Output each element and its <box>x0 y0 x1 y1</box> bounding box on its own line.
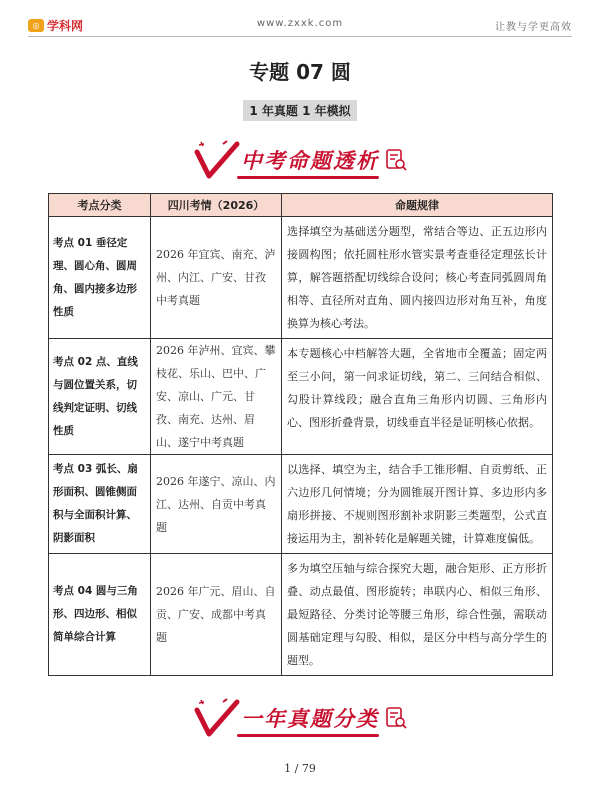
cell-rule: 选择填空为基础送分题型，常结合等边、正五边形内接圆构图；依托圆柱形水管实景考查垂径定理弦长计算，解答题搭配切线综合设问；核心考查同弧圆周角相等、直径所对直角、圆内接四边形对角互补，角度换算为核心考法。 <box>282 217 553 339</box>
table-row <box>49 217 553 339</box>
cell-category: 考点 01 垂径定理、圆心角、圆周角、圆内接多边形性质 <box>49 217 151 339</box>
page-header <box>28 14 572 37</box>
document-search-icon <box>385 148 407 172</box>
document-search-icon <box>385 706 407 730</box>
section-banner-top <box>0 138 600 182</box>
banner-title: 中考命题透析 <box>241 149 379 173</box>
logo-text: 学科网 <box>47 19 84 33</box>
subtitle-wrap <box>0 100 600 121</box>
column-header-category: 考点分类 <box>49 194 151 217</box>
table-header-row <box>49 194 553 217</box>
cell-rule: 多为填空压轴与综合探究大题，融合矩形、正方形折叠、动点最值、图形旋转；串联内心、相似三角形、最短路径、分类讨论等腰三角形，综合性强，需联动圆基础定理与勾股、相似，是区分中档与高分学生的题型。 <box>282 554 553 676</box>
logo-icon: ◎ <box>28 19 44 32</box>
checkmark-pen-icon <box>193 696 243 740</box>
cell-rule: 以选择、填空为主，结合手工锥形帽、自贡剪纸、正六边形几何情境；分为圆锥展开图计算、多边形内多扇形拼接、不规则图形割补求阴影三类题型，公式直接运用为主，割补转化是解题关键，计算难度偏低。 <box>282 455 553 554</box>
cell-situation: 2026 年广元、眉山、自贡、广安、成都中考真题 <box>151 554 282 676</box>
cell-situation: 2026 年遂宁、凉山、内江、达州、自贡中考真题 <box>151 455 282 554</box>
column-header-situation: 四川考情（2026） <box>151 194 282 217</box>
cell-category: 考点 04 圆与三角形、四边形、相似简单综合计算 <box>49 554 151 676</box>
banner-title: 一年真题分类 <box>241 707 379 731</box>
checkmark-pen-icon <box>193 138 243 182</box>
site-url[interactable]: www.zxxk.com <box>256 18 344 29</box>
page-subtitle: 1 年真题 1 年模拟 <box>243 100 356 121</box>
cell-rule: 本专题核心中档解答大题，全省地市全覆盖；固定两至三小问，第一问求证切线，第二、三问结合相似、勾股计算线段；融合直角三角形内切圆、三角形内心、图形折叠背景，切线垂直半径是证明核心依据。 <box>282 339 553 455</box>
table-row <box>49 455 553 554</box>
cell-situation: 2026 年宜宾、南充、泸州、内江、广安、甘孜中考真题 <box>151 217 282 339</box>
page-number: 1 / 79 <box>284 762 316 775</box>
column-header-rule: 命题规律 <box>282 194 553 217</box>
exam-analysis-table <box>48 193 553 676</box>
page-title: 专题 07 圆 <box>249 60 351 84</box>
cell-category: 考点 03 弧长、扇形面积、圆锥侧面积与全面积计算、阴影面积 <box>49 455 151 554</box>
cell-situation: 2026 年泸州、宜宾、攀枝花、乐山、巴中、广安、凉山、广元、甘孜、南充、达州、眉山、遂宁中考真题 <box>151 339 282 455</box>
banner-underline <box>237 176 379 179</box>
table-row <box>49 339 553 455</box>
banner-underline <box>237 734 379 737</box>
table-row <box>49 554 553 676</box>
cell-category: 考点 02 点、直线与圆位置关系，切线判定证明、切线性质 <box>49 339 151 455</box>
section-banner-bottom <box>0 696 600 740</box>
site-slogan: 让教与学更高效 <box>495 22 572 33</box>
